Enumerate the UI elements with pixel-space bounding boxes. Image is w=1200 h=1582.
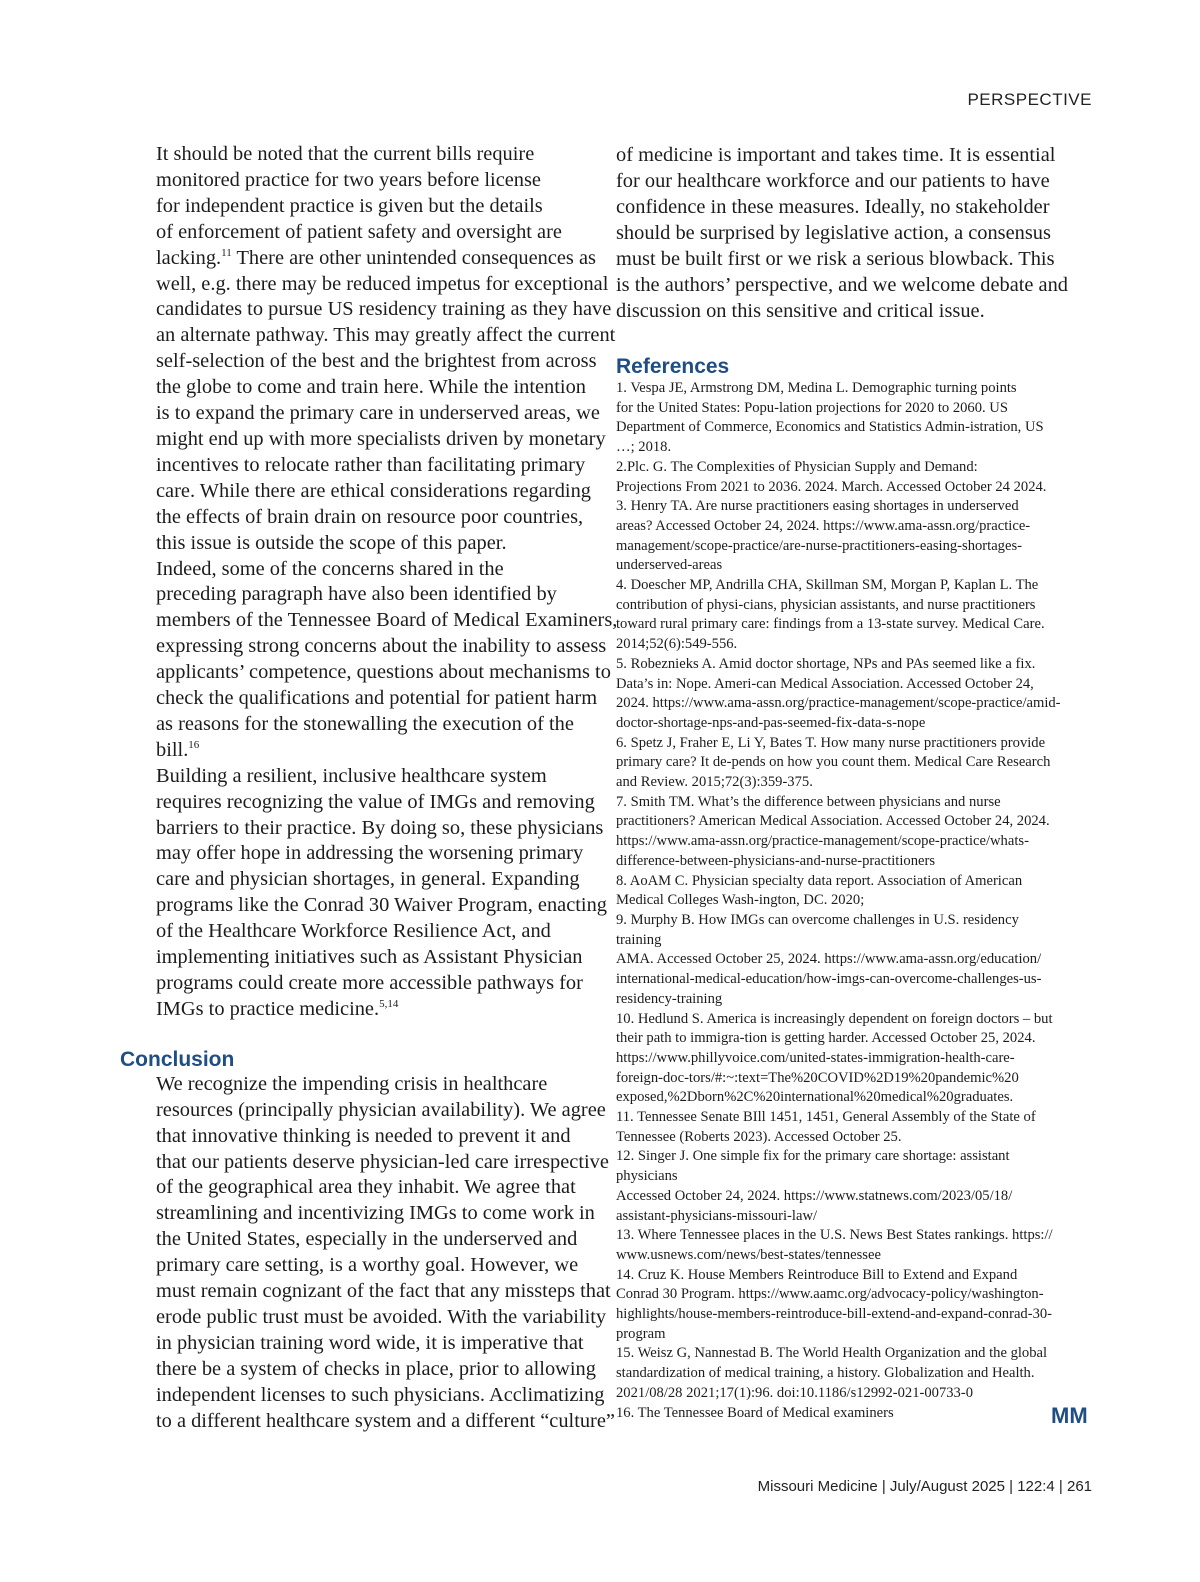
- reference-line: program: [616, 1325, 666, 1342]
- reference-line: doctor-shortage-nps-and-pas-seemed-fix-data-s-nope: [616, 714, 926, 731]
- reference-line: 16. The Tennessee Board of Medical examiners: [616, 1404, 894, 1421]
- reference-line: …; 2018.: [616, 439, 672, 456]
- reference-line: 11. Tennessee Senate BIll 1451, 1451, General Assembly of the State of: [616, 1109, 1036, 1126]
- reference-line: contribution of physi-cians, physician assistants, and nurse practitioners: [616, 596, 1036, 613]
- reference-line: https://www.ama-assn.org/practice-management/scope-practice/whats-: [616, 833, 1029, 850]
- reference-line: 6. Spetz J, Fraher E, Li Y, Bates T. How many nurse practitioners provide: [616, 734, 1046, 751]
- reference-line: their path to immigra-tion is getting harder. Accessed October 25, 2024.: [616, 1030, 1036, 1047]
- text-line: incentives to relocate rather than facilitating primary: [156, 453, 586, 476]
- text-line: that innovative thinking is needed to prevent it and: [156, 1124, 571, 1147]
- reference-line: foreign-doc-tors/#:~:text=The%20COVID%2D19%20pandemic%20: [616, 1069, 1019, 1086]
- text-line: independent licenses to such physicians. Acclimatizing: [156, 1383, 605, 1406]
- text-line: might end up with more specialists driven by monetary: [156, 427, 606, 450]
- text-line: there be a system of checks in place, prior to allowing: [156, 1357, 596, 1380]
- text-line: is the authors’ perspective, and we welcome debate and: [616, 274, 1068, 296]
- text-line: monitored practice for two years before license: [156, 168, 541, 191]
- citation-superscript: 16: [188, 738, 200, 751]
- text-line: [120, 246, 598, 272]
- text-line: well, e.g. there may be reduced impetus for exceptional: [156, 272, 609, 295]
- section-label: PERSPECTIVE: [967, 90, 1092, 109]
- text-line: self-selection of the best and the brightest from across: [156, 350, 597, 373]
- conclusion-heading: Conclusion: [120, 1047, 235, 1071]
- text-line: confidence in these measures. Ideally, no stakeholder: [616, 196, 1050, 218]
- text-line: [120, 997, 598, 1023]
- text-line: discussion on this sensitive and critical issue.: [616, 300, 985, 322]
- body-paragraph: [120, 764, 607, 1023]
- left-column: [120, 142, 618, 1435]
- reference-line: primary care? It de-pends on how you count them. Medical Care Research: [616, 754, 1051, 771]
- text-line: barriers to their practice. By doing so, these physicians: [156, 816, 604, 839]
- text-line: requires recognizing the value of IMGs and removing: [156, 790, 595, 813]
- text-line: Building a resilient, inclusive healthcare system: [156, 764, 547, 787]
- end-mark: MM: [1051, 1403, 1088, 1428]
- body-paragraph: [120, 557, 618, 764]
- text-fragment: lacking.: [156, 246, 222, 269]
- text-line: of the geographical area they inhabit. We agree that: [156, 1176, 576, 1199]
- text-line: the effects of brain drain on resource poor countries,: [156, 505, 584, 528]
- text-line: of medicine is important and takes time. It is essential: [616, 144, 1056, 166]
- text-line: must be built first or we risk a serious blowback. This: [616, 248, 1055, 270]
- reference-line: 14. Cruz K. House Members Reintroduce Bill to Extend and Expand: [616, 1266, 1018, 1283]
- text-line: [120, 738, 598, 764]
- text-line: in physician training word wide, it is imperative that: [156, 1331, 584, 1354]
- text-line: check the qualifications and potential for patient harm: [156, 687, 598, 710]
- text-line: primary care setting, is a worthy goal. However, we: [156, 1254, 579, 1277]
- body-paragraph: [616, 142, 1096, 324]
- reference-line: difference-between-physicians-and-nurse-practitioners: [616, 852, 936, 869]
- text-line: care and physician shortages, in general. Expanding: [156, 868, 580, 891]
- references-heading: References: [616, 355, 730, 378]
- text-line: of enforcement of patient safety and oversight are: [156, 220, 562, 243]
- text-line: Indeed, some of the concerns shared in the: [156, 557, 504, 580]
- reference-line: 1. Vespa JE, Armstrong DM, Medina L. Demographic turning points: [616, 380, 1017, 396]
- body-paragraph: [120, 142, 616, 557]
- reference-line: practitioners? American Medical Association. Accessed October 24, 2024.: [616, 813, 1050, 830]
- reference-line: www.usnews.com/news/best-states/tennessee: [616, 1246, 881, 1263]
- text-line: the globe to come and train here. While the intention: [156, 376, 586, 399]
- reference-line: https://www.phillyvoice.com/united-states-immigration-health-care-: [616, 1049, 1015, 1066]
- reference-line: training: [616, 931, 662, 948]
- reference-line: 2021/08/28 2021;17(1):96. doi:10.1186/s12992-021-00733-0: [616, 1384, 973, 1401]
- text-line: for our healthcare workforce and our patients to have: [616, 170, 1050, 192]
- citation-superscript: 11: [221, 246, 232, 259]
- reference-line: exposed,%2Dborn%2C%20international%20medical%20graduates.: [616, 1089, 1014, 1106]
- text-line: as reasons for the stonewalling the execution of the: [156, 712, 574, 735]
- reference-line: Accessed October 24, 2024. https://www.statnews.com/2023/05/18/: [616, 1187, 1013, 1204]
- text-line: preceding paragraph have also been identified by: [156, 583, 557, 606]
- text-line: resources (principally physician availability). We agree: [156, 1098, 606, 1121]
- text-line: applicants’ competence, questions about mechanisms to: [156, 661, 611, 684]
- reference-line: highlights/house-members-reintroduce-bill-extend-and-expand-conrad-30-: [616, 1306, 1053, 1323]
- reference-line: and Review. 2015;72(3):359-375.: [616, 774, 813, 791]
- text-line: should be surprised by legislative action, a consensus: [616, 222, 1051, 244]
- reference-line: Projections From 2021 to 2036. 2024. March. Accessed October 24 2024.: [616, 478, 1047, 495]
- reference-line: underserved-areas: [616, 557, 723, 574]
- text-line: streamlining and incentivizing IMGs to come work in: [156, 1202, 595, 1225]
- reference-line: toward rural primary care: findings from a 13-state survey. Medical Care.: [616, 616, 1045, 633]
- text-fragment: bill.: [156, 738, 189, 761]
- text-fragment: IMGs to practice medicine.: [156, 997, 380, 1020]
- text-line: of the Healthcare Workforce Resilience Act, and: [156, 920, 551, 943]
- body-paragraph: [120, 1072, 615, 1435]
- text-line: We recognize the impending crisis in healthcare: [156, 1072, 548, 1095]
- reference-line: 4. Doescher MP, Andrilla CHA, Skillman SM, Morgan P, Kaplan L. The: [616, 577, 1039, 594]
- text-line: care. While there are ethical considerations regarding: [156, 479, 591, 502]
- reference-line: AMA. Accessed October 25, 2024. https://www.ama-assn.org/education/: [616, 951, 1042, 968]
- text-line: for independent practice is given but the details: [156, 194, 543, 217]
- reference-line: Conrad 30 Program. https://www.aamc.org/advocacy-policy/washington-: [616, 1286, 1044, 1303]
- text-fragment: There are other unintended consequences as: [231, 246, 596, 269]
- reference-line: assistant-physicians-missouri-law/: [616, 1207, 818, 1224]
- text-line: implementing initiatives such as Assistant Physician: [156, 946, 583, 969]
- text-line: erode public trust must be avoided. With the variability: [156, 1305, 607, 1328]
- reference-line: 3. Henry TA. Are nurse practitioners easing shortages in underserved: [616, 498, 1019, 515]
- text-line: members of the Tennessee Board of Medical Examiners,: [156, 609, 618, 632]
- text-line: expressing strong concerns about the inability to assess: [156, 635, 607, 658]
- reference-line: 2024. https://www.ama-assn.org/practice-management/scope-practice/amid-: [616, 695, 1061, 712]
- reference-line: 13. Where Tennessee places in the U.S. News Best States rankings. https://: [616, 1227, 1053, 1244]
- reference-line: areas? Accessed October 24, 2024. https://www.ama-assn.org/practice-: [616, 517, 1031, 534]
- reference-line: management/scope-practice/are-nurse-practitioners-easing-shortages-: [616, 537, 1022, 554]
- reference-line: for the United States: Popu-lation projections for 2020 to 2060. US: [616, 399, 1008, 416]
- reference-line: 8. AoAM C. Physician specialty data report. Association of American: [616, 872, 1023, 889]
- reference-line: physicians: [616, 1168, 678, 1185]
- page-footer: Missouri Medicine | July/August 2025 | 122:4 | 261: [757, 1478, 1092, 1495]
- text-line: programs like the Conrad 30 Waiver Program, enacting: [156, 894, 607, 917]
- reference-line: 12. Singer J. One simple fix for the primary care shortage: assistant: [616, 1148, 1010, 1165]
- reference-line: residency-training: [616, 990, 723, 1007]
- text-line: programs could create more accessible pathways for: [156, 972, 583, 994]
- text-line: to a different healthcare system and a different “culture”: [156, 1409, 615, 1432]
- text-line: an alternate pathway. This may greatly affect the current: [156, 324, 616, 347]
- text-line: must remain cognizant of the fact that any missteps that: [156, 1280, 611, 1303]
- reference-line: standardization of medical training, a history. Globalization and Health.: [616, 1365, 1035, 1382]
- text-line: It should be noted that the current bills require: [156, 143, 535, 165]
- reference-line: 10. Hedlund S. America is increasingly dependent on foreign doctors – but: [616, 1010, 1053, 1027]
- right-column: [616, 142, 1096, 1423]
- reference-line: 15. Weisz G, Nannestad B. The World Health Organization and the global: [616, 1345, 1048, 1362]
- reference-line: 9. Murphy B. How IMGs can overcome challenges in U.S. residency: [616, 911, 1019, 928]
- text-line: the United States, especially in the underserved and: [156, 1228, 578, 1251]
- text-line: is to expand the primary care in underserved areas, we: [156, 402, 600, 425]
- reference-line: Medical Colleges Wash-ington, DC. 2020;: [616, 892, 865, 909]
- text-line: that our patients deserve physician-led care irrespective: [156, 1150, 609, 1173]
- reference-line: 7. Smith TM. What’s the difference between physicians and nurse: [616, 793, 1001, 810]
- reference-line: Tennessee (Roberts 2023). Accessed October 25.: [616, 1128, 902, 1145]
- reference-line: Data’s in: Nope. Ameri-can Medical Association. Accessed October 24,: [616, 675, 1034, 692]
- text-line: may offer hope in addressing the worsening primary: [156, 842, 584, 865]
- reference-line: 2014;52(6):549-556.: [616, 636, 738, 653]
- reference-line: 5. Robeznieks A. Amid doctor shortage, NPs and PAs seemed like a fix.: [616, 655, 1036, 672]
- citation-superscript: 5,14: [379, 997, 399, 1010]
- reference-line: 2.Plc. G. The Complexities of Physician Supply and Demand:: [616, 458, 978, 475]
- text-line: this issue is outside the scope of this paper.: [156, 531, 507, 554]
- reference-line: Department of Commerce, Economics and Statistics Admin-istration, US: [616, 419, 1044, 436]
- reference-line: international-medical-education/how-imgs-can-overcome-challenges-us-: [616, 971, 1042, 988]
- text-line: candidates to pursue US residency training as they have: [156, 298, 612, 321]
- references-list: [616, 379, 1096, 1423]
